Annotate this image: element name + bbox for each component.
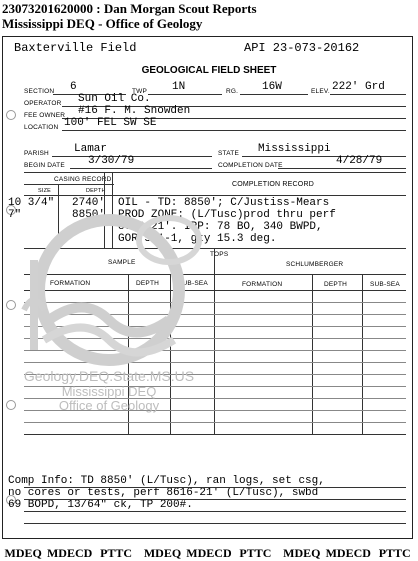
fee-owner-value: #16 F. M. Snowden — [78, 105, 191, 117]
casing-size-1: 10 3/4" — [8, 197, 55, 209]
twp-value: 1N — [172, 81, 186, 93]
elev-value: 222' Grd — [332, 81, 385, 93]
table-rule — [24, 434, 406, 435]
tops-label: TOPS — [210, 251, 229, 258]
underline — [70, 168, 212, 169]
footer-item: MDECD — [325, 546, 371, 560]
schl-formation-label: FORMATION — [242, 281, 283, 288]
state-label: STATE — [218, 150, 239, 157]
underline — [330, 94, 406, 95]
footer-item: MDECD — [186, 546, 232, 560]
footer-item: MDEQ — [143, 546, 182, 560]
location-value: 100' FEL SW SE — [64, 117, 157, 129]
footer-item: MDECD — [46, 546, 93, 560]
report-header-line1: 23073201620000 : Dan Morgan Scout Reports — [2, 1, 257, 16]
completion-date-value: 4/28/79 — [336, 155, 383, 167]
schl-depth-label: DEPTH — [324, 281, 348, 288]
elev-label: ELEV. — [311, 88, 330, 95]
comp-info-rule — [24, 499, 406, 500]
operator-value: Sun Oil Co. — [78, 93, 151, 105]
sheet-title: GEOLOGICAL FIELD SHEET — [141, 65, 277, 76]
footer-item: PTTC — [239, 546, 272, 560]
footer-item: PTTC — [100, 546, 133, 560]
completion-line-2: PROD ZONE: (L/Tusc)prod thru perf — [118, 209, 336, 221]
parish-value: Lamar — [74, 143, 108, 155]
fee-owner-label: FEE OWNER — [24, 112, 66, 119]
report-header-line2: Mississippi DEQ - Office of Geology — [2, 16, 203, 31]
underline — [148, 94, 222, 95]
operator-label: OPERATOR — [24, 100, 62, 107]
casing-depth-2: 8850' — [72, 209, 106, 221]
sample-depth-label: DEPTH — [136, 280, 160, 287]
rg-value: 16W — [262, 81, 282, 93]
depth-label: DEPTH — [86, 188, 106, 194]
field-name: Baxterville Field — [14, 41, 137, 55]
footer-bar — [0, 546, 418, 561]
underline — [62, 130, 406, 131]
completion-line-1: OIL - TD: 8850'; C/Justiss-Mears — [118, 197, 330, 209]
comp-info-rule — [24, 487, 406, 488]
section-value: 6 — [70, 81, 77, 93]
api-number: API 23-073-20162 — [244, 41, 360, 55]
casing-size-2: 7" — [8, 209, 22, 221]
rg-label: RG. — [226, 88, 239, 95]
punch-hole — [6, 110, 16, 120]
completion-record-label: COMPLETION RECORD — [232, 181, 314, 188]
table-rule — [24, 172, 406, 173]
comp-info-line-2: no cores or tests, perf 8616-21' (L/Tusc), swbd — [8, 487, 319, 499]
state-value: Mississippi — [258, 143, 331, 155]
size-label: SIZE — [38, 188, 52, 194]
schlumberger-label: SCHLUMBERGER — [286, 261, 344, 268]
completion-line-4: GOR 551-1, gty 15.3 deg. — [118, 233, 277, 245]
sample-label: SAMPLE — [108, 259, 136, 266]
watermark-office: Office of Geology — [58, 398, 160, 413]
comp-info-line-1: Comp Info: TD 8850' (L/Tusc), ran logs, set csg, — [8, 475, 325, 487]
sample-formation-label: FORMATION — [50, 280, 91, 287]
comp-info-line-3: 69 BOPD, 13/64" ck, TP 200#. — [8, 499, 193, 511]
location-label: LOCATION — [24, 124, 59, 131]
sample-subsea-label: SUB-SEA — [178, 280, 208, 287]
mdeq-watermark-logo — [4, 197, 214, 370]
casing-record-label: CASING RECORD — [54, 176, 112, 183]
completion-line-3: 8616-21'. IPP: 78 BO, 340 BWPD, — [118, 221, 323, 233]
footer-item: MDEQ — [4, 546, 42, 560]
casing-depth-1: 2740' — [72, 197, 106, 209]
footer-item: PTTC — [378, 546, 411, 560]
watermark-url: Geology.DEQ.State.MS.US — [23, 368, 195, 384]
table-rule — [24, 184, 114, 185]
section-label: SECTION — [24, 88, 55, 95]
twp-label: TWP — [132, 88, 148, 95]
watermark-org: Mississippi DEQ — [61, 384, 157, 399]
underline — [240, 94, 308, 95]
footer-item: MDEQ — [283, 546, 321, 560]
parish-label: PARISH — [24, 150, 49, 157]
comp-info-rule — [24, 523, 406, 524]
underline — [278, 168, 406, 169]
table-rule — [214, 248, 215, 434]
completion-date-label: COMPLETION DATE — [218, 162, 283, 169]
begin-date-label: BEGIN DATE — [24, 162, 65, 169]
tops-row-rule — [24, 422, 406, 423]
table-rule — [24, 195, 406, 196]
comp-info-rule — [24, 511, 406, 512]
schl-subsea-label: SUB-SEA — [370, 281, 400, 288]
begin-date-value: 3/30/79 — [88, 155, 135, 167]
